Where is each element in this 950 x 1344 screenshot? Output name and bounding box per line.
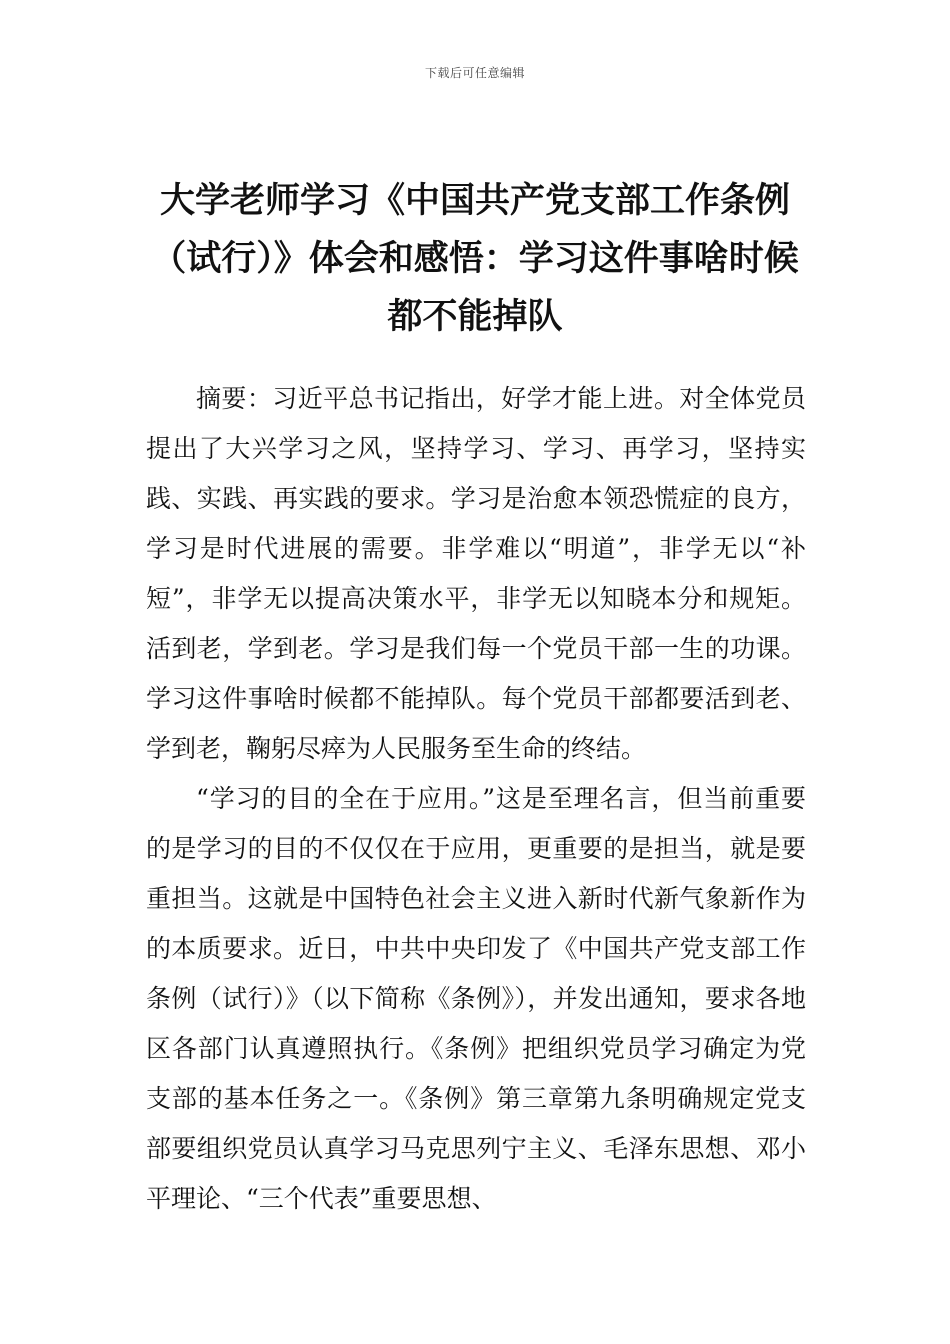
paragraph-abstract: 摘要：习近平总书记指出，好学才能上进。对全体党员提出了大兴学习之风，坚持学习、学习、再学习，坚持实践、实践、再实践的要求。学习是治愈本领恐慌症的良方，学习是时代进展的需要。非学难以“明道”，非学无以“补短”，非学无以提高决策水平，非学无以知晓本分和规矩。活到老，学到老。学习是我们每一个党员干部一生的功课。学习这件事啥时候都不能掉队。每个党员干部都要活到老、学到老，鞠躬尽瘁为人民服务至生命的终结。	[146, 384, 806, 763]
header-note: 下载后可任意编辑	[424, 66, 525, 80]
document-body	[146, 374, 806, 1224]
document-title: 大学老师学习《中国共产党支部工作条例（试行）》体会和感悟：学习这件事啥时候都不能掉队	[151, 181, 799, 337]
paragraph-2: “学习的目的全在于应用。”这是至理名言，但当前重要的是学习的目的不仅仅在于应用，更重要的是担当，就是要重担当。这就是中国特色社会主义进入新时代新气象新作为的本质要求。近日，中共中央印发了《中国共产党支部工作条例（试行）》（以下简称《条例》），并发出通知，要求各地区各部门认真遵照执行。《条例》把组织党员学习确定为党支部的基本任务之一。《条例》第三章第九条明确规定党支部要组织党员认真学习马克思列宁主义、毛泽东思想、邓小平理论、“三个代表”重要思想、	[146, 784, 806, 1213]
